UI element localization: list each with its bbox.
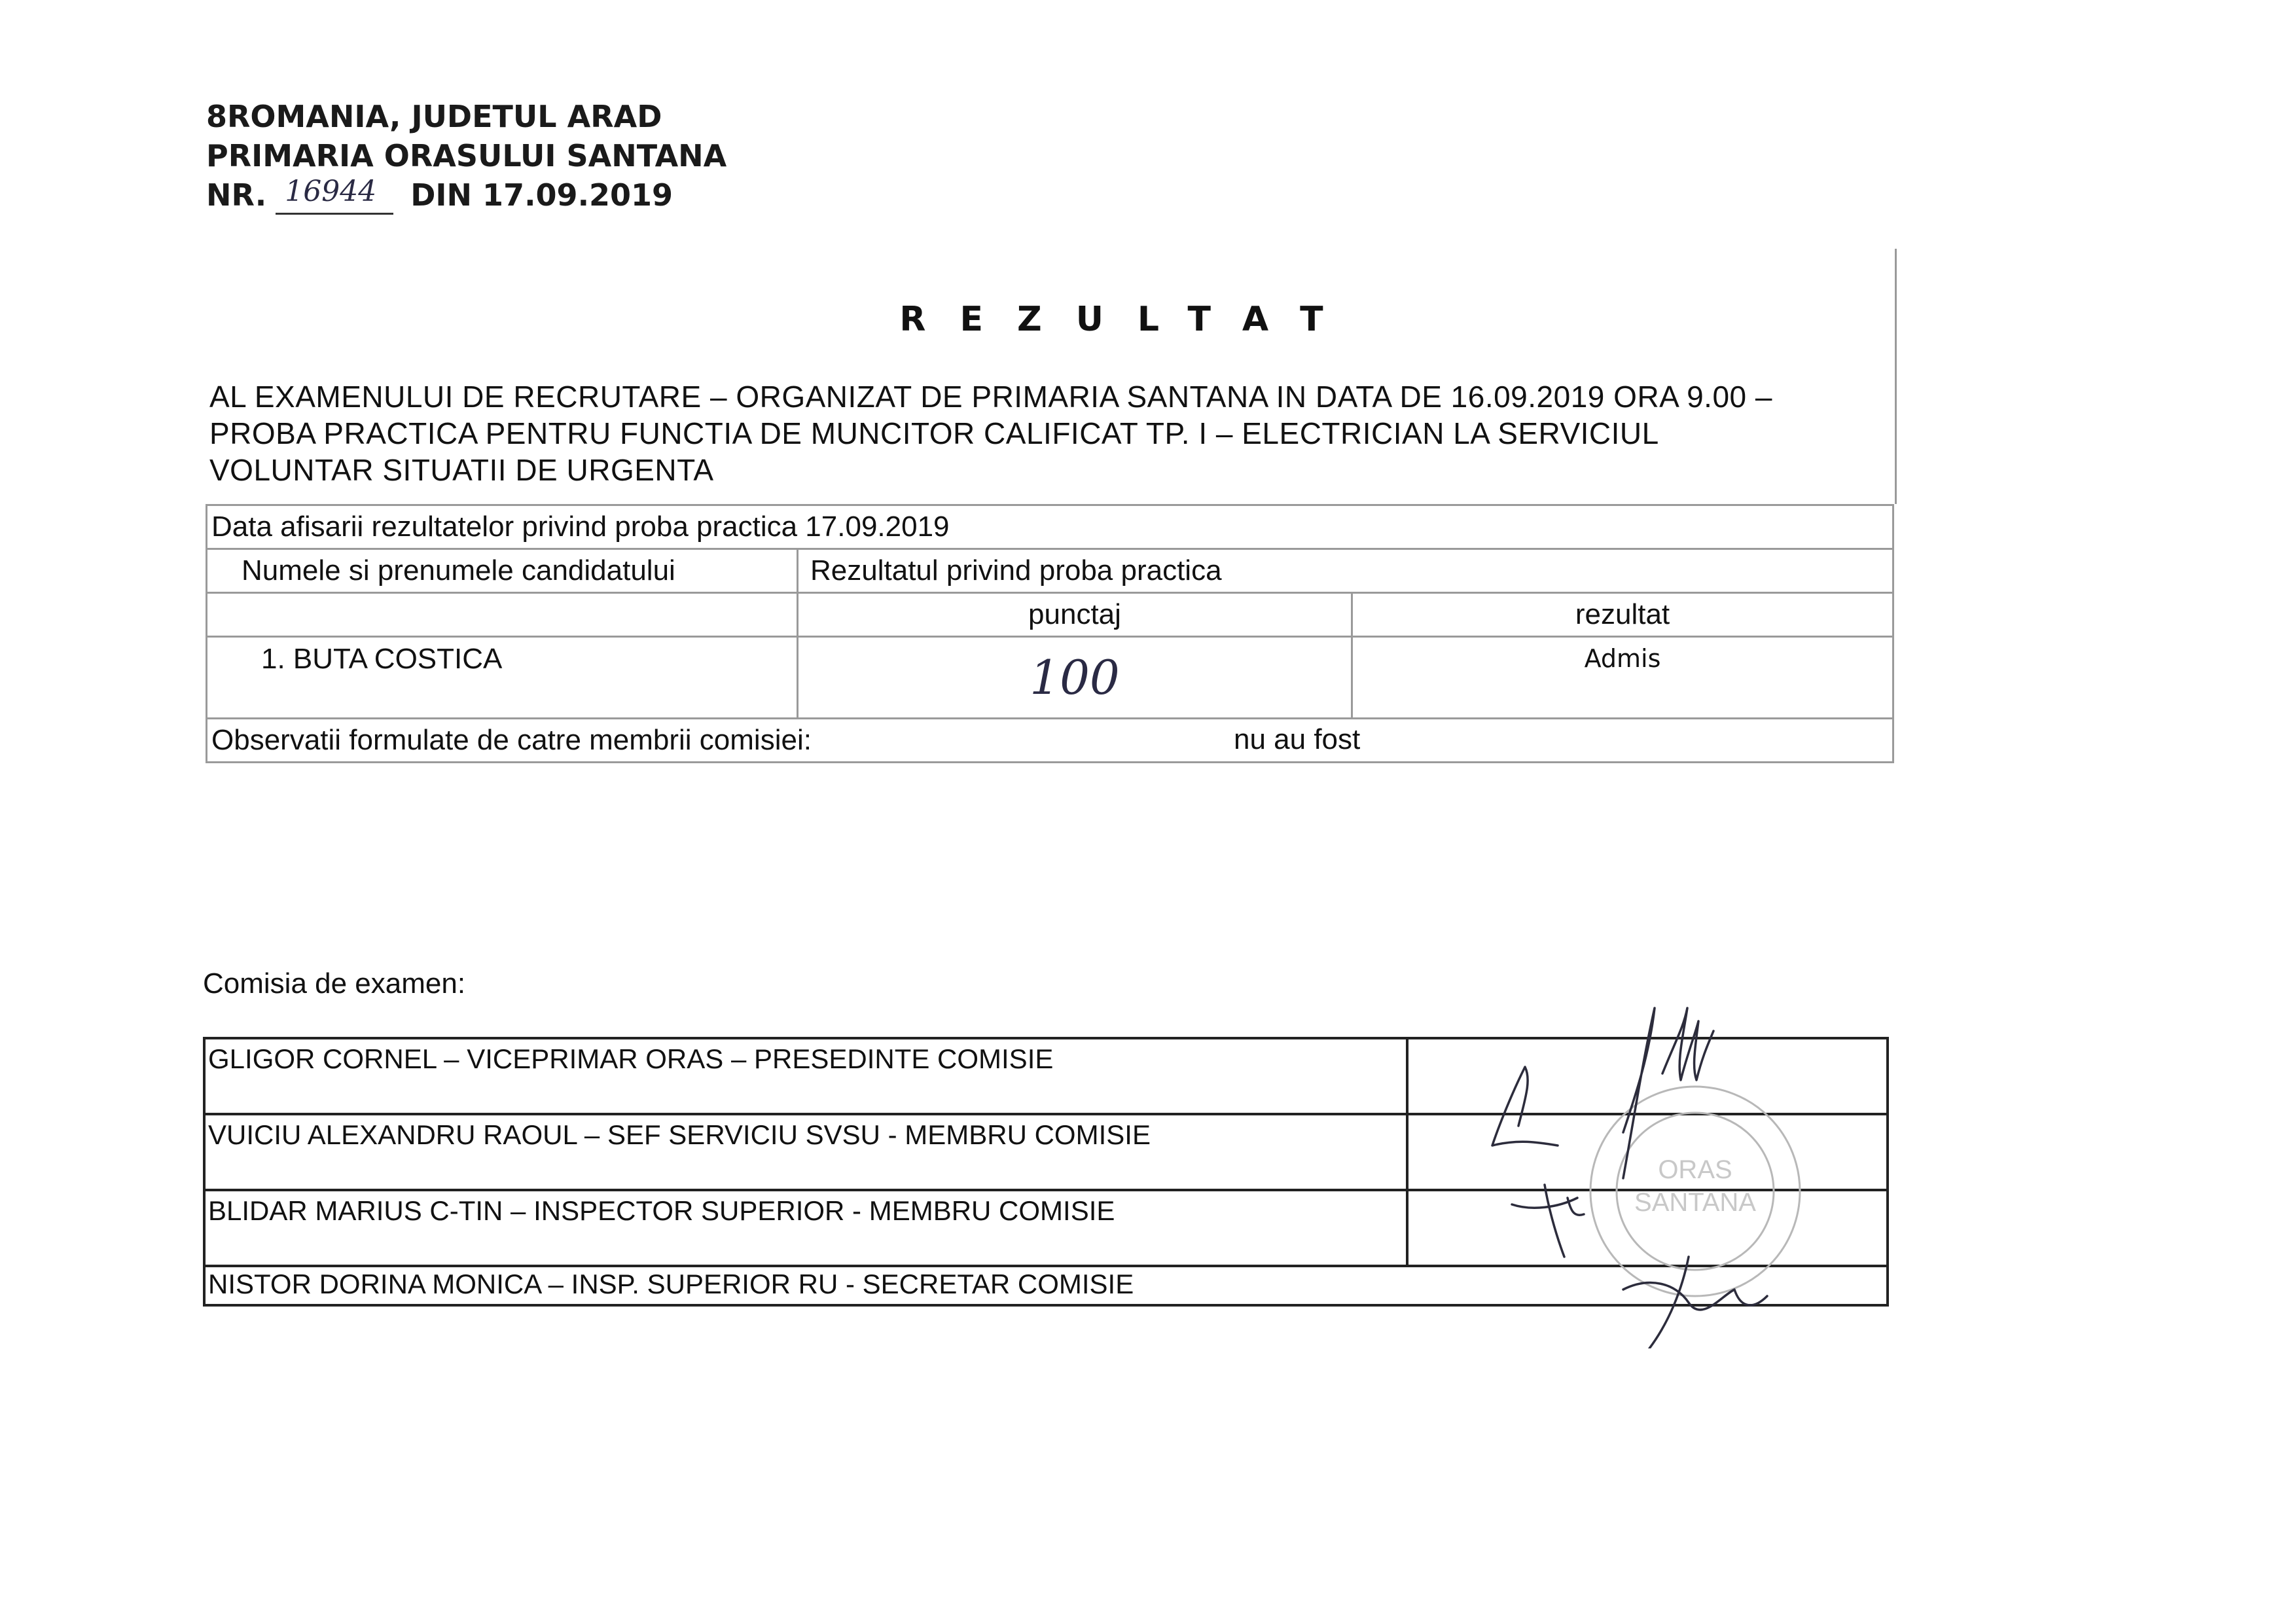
header-county: 8ROMANIA, JUDETUL ARAD xyxy=(206,99,662,134)
commission-member: BLIDAR MARIUS C-TIN – INSPECTOR SUPERIOR - MEMBRU COMISIE xyxy=(204,1190,1407,1266)
nr-date: DIN 17.09.2019 xyxy=(410,177,673,213)
signature-member-2 xyxy=(1512,1185,1584,1257)
result-column-header: rezultat xyxy=(1352,593,1893,637)
results-table xyxy=(206,504,1894,763)
commission-member: GLIGOR CORNEL – VICEPRIMAR ORAS – PRESEDINTE COMISIE xyxy=(204,1038,1407,1114)
observations-label: Observatii formulate de catre membrii comisiei: xyxy=(211,724,812,756)
signature-member-1 xyxy=(1492,1067,1558,1146)
margin-line xyxy=(1895,249,1897,504)
nr-field xyxy=(276,175,393,215)
official-stamp xyxy=(1590,1087,1800,1296)
subtitle-line: PROBA PRACTICA PENTRU FUNCTIA DE MUNCITOR CALIFICAT TP. I – ELECTRICIAN LA SERVICIUL xyxy=(209,416,1659,450)
candidate-score: 100 xyxy=(1030,650,1120,705)
signature-president xyxy=(1623,1008,1713,1178)
subtitle-line: VOLUNTAR SITUATII DE URGENTA xyxy=(209,453,714,487)
empty-header-cell xyxy=(207,593,798,637)
subtitle-line: AL EXAMENULUI DE RECRUTARE – ORGANIZAT DE PRIMARIA SANTANA IN DATA DE 16.09.2019 ORA 9.00 – xyxy=(209,380,1772,414)
result-group-header: Rezultatul privind proba practica xyxy=(798,549,1893,593)
commission-member: VUICIU ALEXANDRU RAOUL – SEF SERVICIU SVSU - MEMBRU COMISIE xyxy=(204,1114,1407,1190)
nr-prefix: NR. xyxy=(206,177,267,213)
candidate-result: Admis xyxy=(1352,637,1893,719)
commission-member: NISTOR DORINA MONICA – INSP. SUPERIOR RU - SECRETAR COMISIE xyxy=(204,1266,1888,1305)
stamp-line-1: ORAS xyxy=(1658,1155,1732,1184)
header-registration xyxy=(206,175,673,215)
document-title: REZULTAT xyxy=(899,300,1357,339)
signatures-and-stamp xyxy=(1427,982,1885,1348)
observations-cell xyxy=(207,719,1893,763)
stamp-line-2: SANTANA xyxy=(1634,1188,1756,1217)
observations-value: nu au fost xyxy=(1234,723,1361,755)
name-column-header: Numele si prenumele candidatului xyxy=(207,549,798,593)
document-subtitle xyxy=(209,378,1885,488)
table-row xyxy=(207,637,1893,719)
score-column-header: punctaj xyxy=(798,593,1352,637)
candidate-name: 1. BUTA COSTICA xyxy=(207,637,798,719)
display-date-cell: Data afisarii rezultatelor privind proba practica 17.09.2019 xyxy=(207,505,1893,549)
nr-handwritten: 16944 xyxy=(285,175,377,208)
header-institution: PRIMARIA ORASULUI SANTANA xyxy=(206,138,727,173)
commission-label: Comisia de examen: xyxy=(203,967,466,1000)
